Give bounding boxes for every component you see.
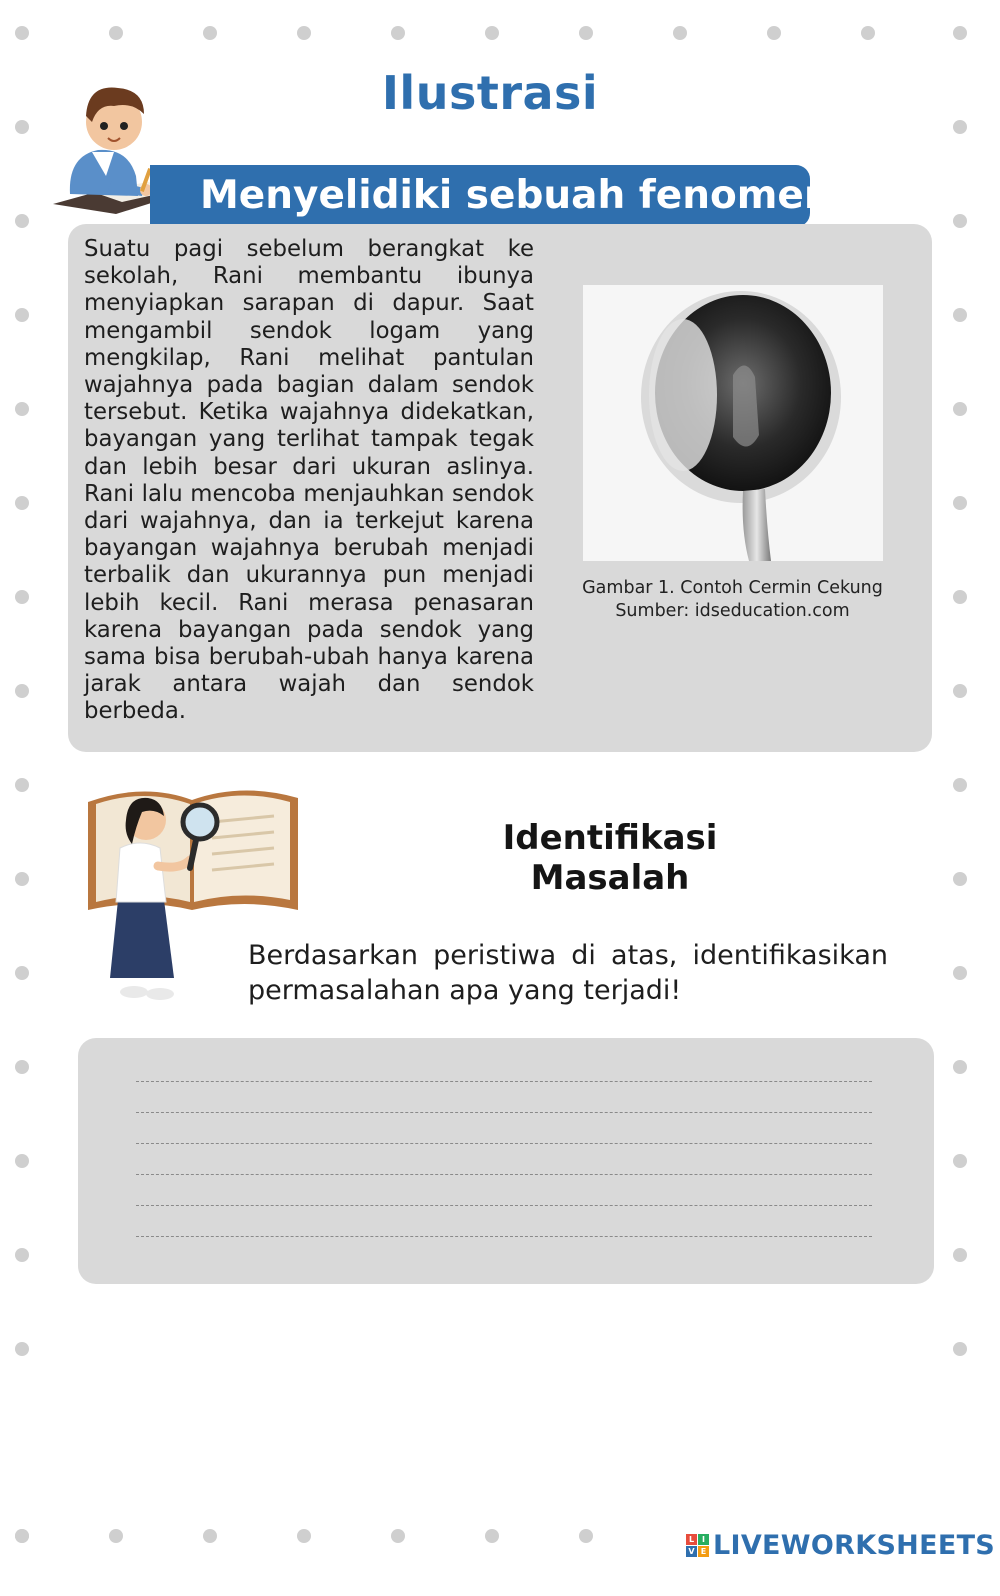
border-dot <box>203 1529 217 1543</box>
border-dot <box>953 1248 967 1262</box>
border-dot <box>953 1154 967 1168</box>
border-dot <box>953 1060 967 1074</box>
logo-grid-icon <box>686 1534 709 1557</box>
border-dot <box>15 1248 29 1262</box>
border-dot <box>15 1154 29 1168</box>
border-dot <box>15 120 29 134</box>
page-title: Ilustrasi <box>381 66 599 120</box>
border-dot <box>15 402 29 416</box>
border-dot <box>15 496 29 510</box>
liveworksheets-logo <box>686 1527 995 1563</box>
border-dot <box>15 1529 29 1543</box>
border-dot <box>109 26 123 40</box>
answer-area[interactable] <box>78 1038 934 1284</box>
border-dot <box>861 26 875 40</box>
border-dot <box>15 590 29 604</box>
border-dot <box>297 26 311 40</box>
border-dot <box>15 684 29 698</box>
concave-mirror-photo <box>583 285 883 561</box>
border-dot <box>485 1529 499 1543</box>
border-dot <box>15 778 29 792</box>
banner-title: Menyelidiki sebuah fenomena <box>200 173 858 218</box>
figure-caption <box>560 577 905 623</box>
border-dot <box>109 1529 123 1543</box>
story-paragraph: Suatu pagi sebelum berangkat ke sekolah, Rani membantu ibunya menyiapkan sarapan di dapur. Saat mengambil sendok logam yang mengkilap, Rani melihat pantulan wajahnya pada bagian dalam sendok tersebut. Ketika wajahnya didekatkan, bayangan yang terlihat tampak tegak dan lebih besar dari ukuran aslinya. Rani lalu mencoba menjauhkan sendok dari wajahnya, dan ia terkejut karena bayangan wajahnya berubah menjadi terbalik dan ukurannya pun menjadi lebih kecil. Rani merasa penasaran karena bayangan pada sendok yang sama bisa berubah-ubah hanya karena jarak antara wajah dan sendok berbeda. <box>84 236 534 725</box>
border-dot <box>767 26 781 40</box>
answer-line[interactable] <box>136 1112 872 1113</box>
border-dot <box>15 26 29 40</box>
border-dot <box>579 26 593 40</box>
answer-line[interactable] <box>136 1236 872 1237</box>
logo-letter: E <box>698 1546 709 1557</box>
border-dot <box>391 26 405 40</box>
problem-heading: Identifikasi Masalah <box>502 818 718 898</box>
border-dot <box>953 308 967 322</box>
logo-letter: I <box>698 1534 709 1545</box>
border-dot <box>673 26 687 40</box>
border-dot <box>953 778 967 792</box>
border-dot <box>391 1529 405 1543</box>
border-dot <box>15 1342 29 1356</box>
border-dot <box>15 966 29 980</box>
answer-line[interactable] <box>136 1174 872 1175</box>
border-dot <box>15 308 29 322</box>
logo-text: LIVEWORKSHEETS <box>713 1529 996 1561</box>
answer-line[interactable] <box>136 1205 872 1206</box>
border-dot <box>953 214 967 228</box>
border-dot <box>15 214 29 228</box>
border-dot <box>15 872 29 886</box>
caption-title: Gambar 1. Contoh Cermin Cekung <box>582 578 883 598</box>
border-dot <box>15 1060 29 1074</box>
border-dot <box>953 120 967 134</box>
border-dot <box>953 590 967 604</box>
border-dot <box>485 26 499 40</box>
problem-prompt: Berdasarkan peristiwa di atas, identifikasikan permasalahan apa yang terjadi! <box>248 940 888 1006</box>
logo-letter: V <box>686 1546 697 1557</box>
border-dot <box>579 1529 593 1543</box>
caption-source: Sumber: idseducation.com <box>615 601 850 621</box>
border-dot <box>953 1342 967 1356</box>
border-dot <box>953 496 967 510</box>
border-dot <box>953 684 967 698</box>
answer-line[interactable] <box>136 1143 872 1144</box>
spoon-image <box>583 285 883 561</box>
border-dot <box>297 1529 311 1543</box>
border-dot <box>953 402 967 416</box>
border-dot <box>953 872 967 886</box>
logo-letter: L <box>686 1534 697 1545</box>
border-dot <box>953 966 967 980</box>
answer-line[interactable] <box>136 1081 872 1082</box>
border-dot <box>953 26 967 40</box>
border-dot <box>203 26 217 40</box>
